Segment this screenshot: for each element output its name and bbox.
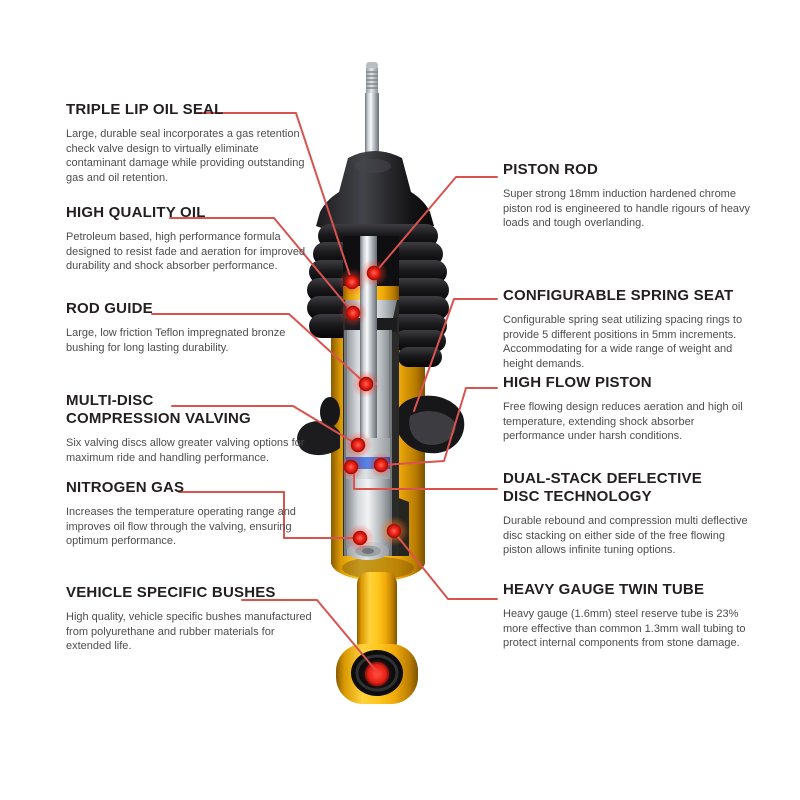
callout-dual-stack-deflective-disc (503, 470, 755, 558)
callout-body: Super strong 18mm induction hardened chrome piston rod is engineered to handle rigours of heavy loads and tough overlanding. (503, 188, 751, 229)
callout-title: DUAL-STACK DEFLECTIVE DISC TECHNOLOGY (503, 470, 702, 505)
callout-body: Petroleum based, high performance formula designed to resist fade and aeration for improved durability and shock absorber performance. (66, 231, 306, 272)
callout-title: MULTI-DISC COMPRESSION VALVING (66, 392, 251, 427)
callout-title: TRIPLE LIP OIL SEAL (66, 101, 224, 118)
callout-triple-lip-oil-seal (66, 101, 321, 185)
callout-vehicle-specific-bushes (66, 584, 321, 654)
callout-title: VEHICLE SPECIFIC BUSHES (66, 584, 276, 601)
callout-piston-rod (503, 161, 755, 231)
callout-body: Six valving discs allow greater valving options for maximum ride and handling performance. (66, 437, 305, 464)
marker-twin-tube (379, 516, 409, 546)
callout-title: HEAVY GAUGE TWIN TUBE (503, 581, 705, 598)
marker-high-flow-piston (368, 452, 394, 478)
callout-title: NITROGEN GAS (66, 479, 185, 496)
callout-body: Large, low friction Teflon impregnated bronze bushing for long lasting durability. (66, 327, 286, 354)
callout-nitrogen-gas (66, 479, 321, 549)
marker-bushes (362, 659, 392, 689)
marker-high-quality-oil (339, 299, 367, 327)
piston-rod-top (365, 62, 379, 165)
callout-body: Free flowing design reduces aeration and high oil temperature, extending shock absorber performance under harsh conditions. (503, 401, 743, 442)
callout-rod-guide (66, 300, 321, 355)
callout-heavy-gauge-twin-tube (503, 581, 755, 651)
callout-body: Configurable spring seat utilizing spacing rings to provide 5 different positions in 5mm increments. Accommodating for a wide range of weight and height demands. (503, 314, 743, 370)
callout-high-flow-piston (503, 374, 755, 444)
callout-body: Large, durable seal incorporates a gas retention check valve design to virtually eliminate contaminant damage while providing outstanding gas and oil retention. (66, 128, 305, 184)
marker-dual-stack (338, 454, 364, 480)
eyelet-stem (357, 572, 397, 654)
callout-configurable-spring-seat (503, 287, 755, 371)
callout-multi-disc-compression-valving (66, 392, 321, 465)
callout-body: Durable rebound and compression multi deflective disc stacking on either side of the free flowing piston allows infinite tuning options. (503, 515, 748, 556)
callout-title: CONFIGURABLE SPRING SEAT (503, 287, 734, 304)
callout-title: PISTON ROD (503, 161, 599, 178)
callout-body: Heavy gauge (1.6mm) steel reserve tube is 23% more effective than common 1.3mm wall tubing to protect internal components from stone damage. (503, 608, 746, 649)
callout-title: ROD GUIDE (66, 300, 153, 317)
marker-rod-guide (352, 370, 380, 398)
callout-title: HIGH FLOW PISTON (503, 374, 652, 391)
marker-piston-rod (360, 259, 388, 287)
callout-body: Increases the temperature operating range and improves oil flow through the valving, ensuring optimum performance. (66, 506, 296, 547)
callout-high-quality-oil (66, 204, 321, 274)
callout-body: High quality, vehicle specific bushes manufactured from polyurethane and rubber materials for extended life. (66, 611, 312, 652)
marker-nitrogen-gas (346, 524, 374, 552)
callout-title: HIGH QUALITY OIL (66, 204, 206, 221)
